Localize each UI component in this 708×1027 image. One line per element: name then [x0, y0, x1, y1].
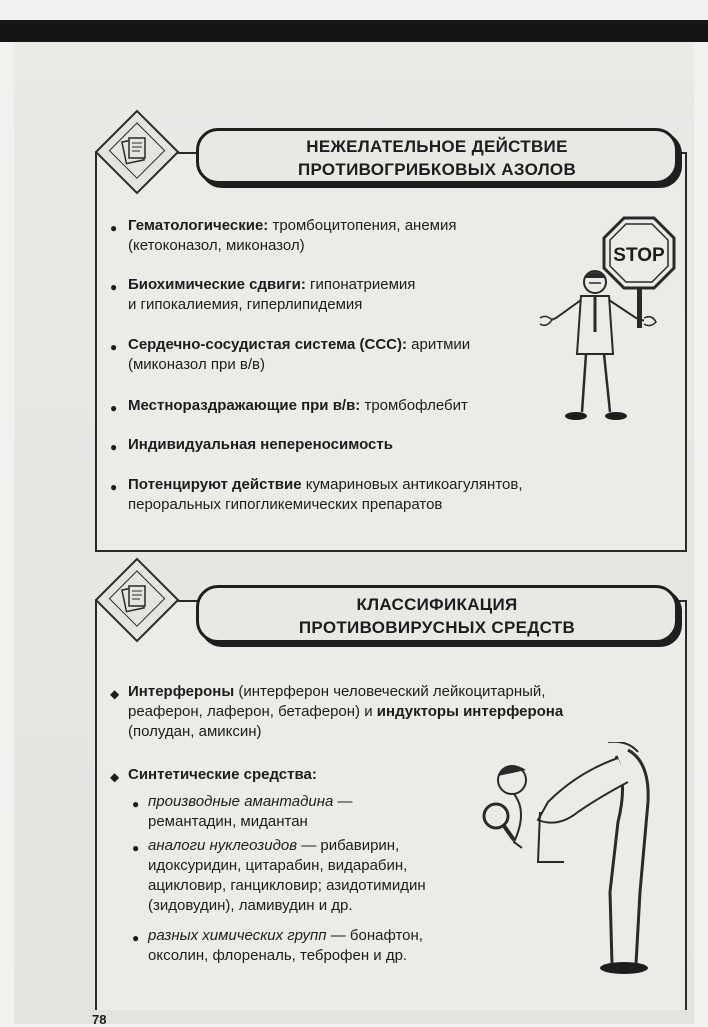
- documents-icon: [115, 578, 155, 618]
- bullet-icon: ●: [132, 841, 140, 855]
- bullet-icon: ●: [110, 340, 118, 354]
- diamond-bullet-icon: ◆: [110, 770, 120, 784]
- bullet-icon: ●: [132, 797, 140, 811]
- magnifier-man-illustration: [478, 742, 664, 982]
- scan-top-edge: [0, 20, 708, 42]
- page-number: 78: [92, 1012, 107, 1027]
- bullet-icon: ●: [110, 280, 118, 294]
- list-item: Гематологические: тромбоцитопения, анемия (кетоконазол, миконазол): [128, 217, 457, 254]
- sub-list-item: производные амантадина — ремантадин, мидантан: [148, 793, 353, 830]
- title-line-2: ПРОТИВОГРИБКОВЫХ АЗОЛОВ: [297, 160, 577, 179]
- bullet-icon: ●: [132, 931, 140, 945]
- stop-sign-man-illustration: [536, 214, 684, 430]
- bullet-icon: ●: [110, 221, 118, 235]
- stop-sign-text: STOP: [613, 245, 665, 266]
- list-item: Сердечно-сосудистая система (ССС): аритмии (миконазол при в/в): [128, 336, 471, 373]
- diamond-bullet-icon: ◆: [110, 687, 120, 701]
- sub-list-item: разных химических групп — бонафтон, оксолин, флореналь, теброфен и др.: [148, 927, 423, 964]
- documents-icon: [115, 130, 155, 170]
- list-item: Биохимические сдвиги: гипонатриемия и гипокалиемия, гиперлипидемия: [128, 276, 416, 313]
- sub-list-item: аналоги нуклеозидов — рибавирин, идоксуридин, цитарабин, видарабин, ацикловир, ганцикловир; азидотимидин (зидовудин), ламивудин и др.: [148, 837, 426, 914]
- bullet-icon: ●: [110, 480, 118, 494]
- list-item: Индивидуальная непереносимость: [128, 436, 393, 453]
- list-item: Потенцируют действие кумариновых антикоагулянтов, пероральных гипогликемических препаратов: [128, 476, 523, 513]
- title-line-2: ПРОТИВОВИРУСНЫХ СРЕДСТВ: [298, 618, 576, 637]
- section-title-antifungal: [196, 128, 678, 184]
- section-title-antiviral: [196, 585, 678, 643]
- list-item: Местнораздражающие при в/в: тромбофлебит: [128, 397, 468, 414]
- list-item-heading: Синтетические средства:: [128, 766, 317, 783]
- bullet-icon: ●: [110, 401, 118, 415]
- title-line-1: КЛАССИФИКАЦИЯ: [356, 595, 518, 614]
- list-item: Интерфероны (интерферон человеческий лейкоцитарный, реаферон, лаферон, бетаферон) и индукторы интерферона (полудан, амиксин): [128, 683, 564, 740]
- bullet-icon: ●: [110, 440, 118, 454]
- title-line-1: НЕЖЕЛАТЕЛЬНОЕ ДЕЙСТВИЕ: [306, 137, 568, 156]
